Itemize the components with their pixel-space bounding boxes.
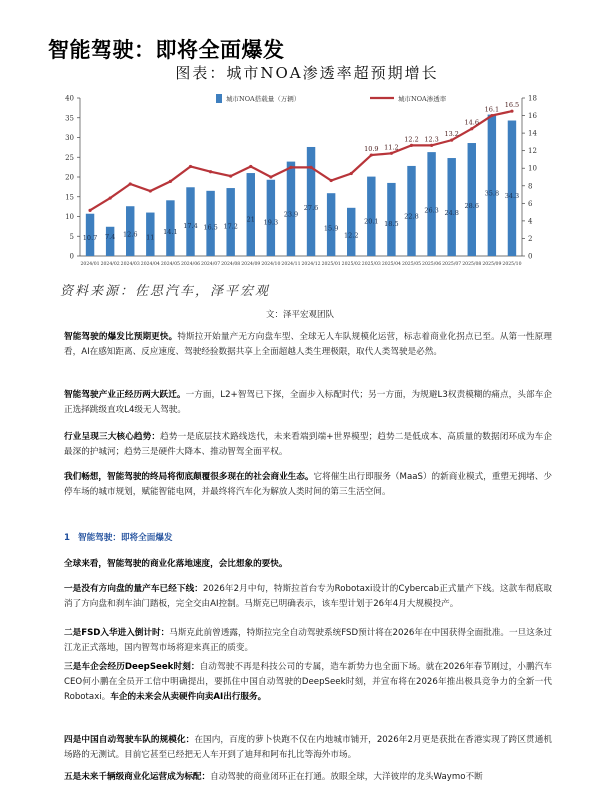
line-point (169, 180, 172, 183)
y-tick-label-left: 35 (65, 114, 74, 123)
chart-source: 资料来源：佐思汽车，泽平宏观 (60, 284, 271, 299)
bar (508, 121, 516, 256)
bar-value-label: 19.3 (263, 218, 279, 227)
line-point (390, 152, 393, 155)
x-tick-label: 2024/07 (201, 262, 221, 267)
line-value-label: 14.6 (464, 118, 480, 127)
chart-title: 图表：城市NOA渗透率超预期增长 (175, 64, 439, 82)
line-point (229, 175, 232, 178)
line-point (450, 139, 453, 142)
line-value-label: 12.2 (404, 135, 419, 144)
paragraph-9: 四是中国自动驾驶车队的规模化：在国内，百度的萝卜快跑不仅在内地城市铺开，2026年2月更是获批在香港实现了跨区贯通机场路的无测试。目前它甚至已经把无人车开到了迪拜和阿布扎比等海外市场。 (64, 735, 552, 760)
line-value-label: 16.1 (484, 105, 500, 114)
x-tick-label: 2024/01 (80, 262, 100, 267)
x-tick-label: 2025/01 (321, 262, 341, 267)
line-point (410, 144, 413, 147)
line-point (189, 165, 192, 168)
bar-value-label: 22.8 (404, 212, 419, 221)
line-point (149, 189, 152, 192)
bar-value-label: 27.6 (303, 203, 319, 212)
bar-value-label: 24.8 (444, 208, 459, 217)
line-value-label: 11.2 (384, 143, 399, 152)
line-point (129, 182, 132, 185)
y-tick-label-right: 6 (528, 199, 533, 208)
x-tick-label: 2024/08 (221, 262, 241, 267)
line-point (88, 209, 91, 212)
x-tick-label: 2025/09 (482, 262, 502, 267)
bar (407, 166, 415, 256)
paragraph-1: 智能驾驶的爆发比预期更快。特斯拉开始量产无方向盘车型、全球无人车队规模化运营，标志着商业化拐点已至。从第一性原理看，AI在感知距离、反应速度、驾驶经验数据共享上全面超越人类生理极限，取代人类驾驶是必然。 (64, 332, 552, 357)
legend-line-label: 城市NOA渗透率 (398, 95, 447, 103)
bar-value-label: 21 (246, 215, 255, 224)
bar (447, 158, 455, 256)
y-tick-label-left: 30 (65, 134, 74, 142)
y-tick-label-left: 0 (69, 252, 74, 261)
y-tick-label-left: 25 (65, 153, 74, 162)
y-tick-label-left: 5 (69, 232, 74, 241)
legend-bar-label: 城市NOA搭载量（万辆） (226, 95, 301, 103)
page-title: 智能驾驶：即将全面爆发 (48, 38, 285, 62)
x-tick-label: 2025/06 (422, 262, 442, 267)
line-point (309, 166, 312, 169)
line-point (330, 179, 333, 182)
line-point (269, 175, 272, 178)
line-value-label: 10.9 (364, 145, 379, 154)
bar-value-label: 7.4 (104, 232, 116, 241)
y-tick-label-right: 10 (528, 164, 537, 173)
bar (468, 143, 476, 256)
x-tick-label: 2024/11 (281, 262, 301, 267)
x-tick-label: 2025/08 (462, 262, 482, 267)
section-heading: 1 智能驾驶：即将全面爆发 (64, 533, 173, 543)
line-point (430, 144, 433, 147)
line-value-label: 13.2 (444, 130, 459, 139)
line-value-label: 12.3 (424, 135, 439, 144)
x-tick-label: 2025/10 (502, 262, 522, 267)
y-tick-label-right: 12 (528, 147, 537, 156)
y-tick-label-left: 20 (65, 173, 74, 182)
paragraph-3: 行业呈现三大核心趋势：趋势一是底层技术路线迭代，未来看端到端+世界模型；趋势二是低成本、高质量的数据闭环成为车企最深的护城河；趋势三是硬件大降本、推动智驾全面平权。 (64, 432, 552, 457)
line-point (350, 172, 353, 175)
bar-value-label: 34.3 (504, 192, 520, 201)
bar-value-label: 20.1 (364, 217, 379, 226)
x-tick-label: 2025/03 (361, 262, 381, 267)
bar-value-label: 10.7 (82, 233, 98, 242)
y-tick-label-right: 0 (528, 252, 533, 261)
chart (48, 62, 566, 300)
y-tick-label-left: 40 (65, 94, 74, 103)
x-tick-label: 2024/03 (120, 262, 140, 267)
paragraph-6: 一是没有方向盘的量产车已经下线：2026年2月中旬，特斯拉首台专为Robotaxi设计的Cybercab正式量产下线。这款车彻底取消了方向盘和刹车油门踏板，完全交由AI控制。马斯克已明确表示，该车型计划于26年4月大规模投产。 (64, 584, 552, 609)
y-tick-label-right: 16 (528, 112, 537, 121)
bar-value-label: 35.8 (484, 189, 500, 198)
line-point (249, 165, 252, 168)
x-tick-label: 2024/05 (160, 262, 180, 267)
byline: 文：泽平宏观团队 (265, 310, 334, 320)
x-tick-label: 2024/12 (301, 262, 321, 267)
bar (247, 173, 255, 256)
x-tick-label: 2024/06 (180, 262, 201, 267)
x-tick-label: 2024/04 (140, 262, 160, 267)
x-tick-label: 2024/02 (100, 262, 120, 267)
line-point (470, 127, 473, 130)
bar-value-label: 12.2 (343, 231, 359, 240)
bar-value-label: 26.3 (424, 206, 439, 215)
paragraph-4: 我们畅想，智能驾驶的终局将彻底颠覆很多现在的社会商业生态。它将催生出行即服务（MaaS）的新商业模式，重塑无拥堵、少停车场的城市规划，赋能智能电网，并最终将汽车化为解放人类时间的第三生活空间。 (64, 472, 552, 497)
paragraph-5: 全球来看，智能驾驶的商业化落地速度，会比想象的要快。 (64, 559, 288, 569)
y-tick-label-right: 14 (528, 129, 537, 138)
bar-value-label: 15.9 (323, 224, 339, 233)
bar-value-label: 23.9 (283, 210, 299, 219)
y-tick-label-left: 15 (65, 193, 74, 202)
bar (427, 152, 435, 256)
bar-value-label: 18.5 (384, 220, 399, 229)
paragraph-7: 二是FSD入华进入倒计时：马斯克此前曾透露，特斯拉完全自动驾驶系统FSD预计将在2026年在中国获得全面批准。一旦这条过江龙正式落地，国内智驾市场将迎来真正的质变。 (64, 628, 552, 653)
line-point (209, 170, 212, 173)
paragraph-8: 三是车企会经历DeepSeek时刻：自动驾驶不再是科技公司的专属，造车新势力也全面下场。就在2026年春节刚过，小鹏汽车CEO何小鹏在全员开工信中明确提出，要抓住中国自动驾驶的DeepSeek时刻，并宣布将在2026年推出极具竞争力的全新一代Robotaxi。车企的未来会从卖硬件向卖AI出行服务。 (64, 662, 552, 702)
line-point (109, 196, 112, 199)
line-point (370, 153, 373, 156)
x-tick-label: 2025/02 (341, 262, 361, 267)
bar (106, 227, 114, 256)
bar (488, 115, 496, 256)
bar (307, 147, 315, 256)
x-tick-label: 2024/09 (241, 262, 261, 267)
bar-value-label: 17.2 (223, 222, 238, 231)
paragraph-10: 五是未来千辆级商业化运营成为标配：自动驾驶的商业闭环正在打通。放眼全球，大洋彼岸的龙头Waymo不断 (64, 772, 483, 782)
x-tick-label: 2024/10 (261, 262, 281, 267)
x-tick-label: 2025/07 (442, 262, 462, 267)
x-tick-label: 2025/04 (381, 262, 401, 267)
line-point (510, 110, 513, 113)
bar-value-label: 16.5 (203, 223, 218, 232)
y-tick-label-left: 10 (65, 213, 74, 221)
y-tick-label-right: 4 (528, 217, 533, 226)
bar-value-label: 12.6 (122, 230, 138, 239)
paragraph-2: 智能驾驶产业正经历两大跃迁。一方面，L2+智驾已下探，全面步入标配时代；另一方面，为规避L3权责模糊的痛点，头部车企正选择跳级直攻L4级无人驾驶。 (64, 390, 552, 415)
line-point (490, 114, 493, 117)
bar-value-label: 11 (146, 233, 155, 242)
y-tick-label-right: 18 (528, 94, 537, 103)
x-tick-label: 2025/05 (401, 262, 422, 267)
y-tick-label-right: 8 (528, 182, 533, 191)
bar-value-label: 28.6 (464, 202, 480, 211)
bar (287, 162, 295, 256)
bar-value-label: 17.4 (183, 222, 198, 231)
bar-value-label: 14.1 (163, 227, 178, 236)
legend-bar-swatch (216, 94, 222, 103)
line-point (289, 166, 292, 169)
chart-canvas (48, 86, 566, 276)
line-value-label: 16.5 (504, 101, 520, 110)
y-tick-label-right: 2 (528, 234, 533, 243)
